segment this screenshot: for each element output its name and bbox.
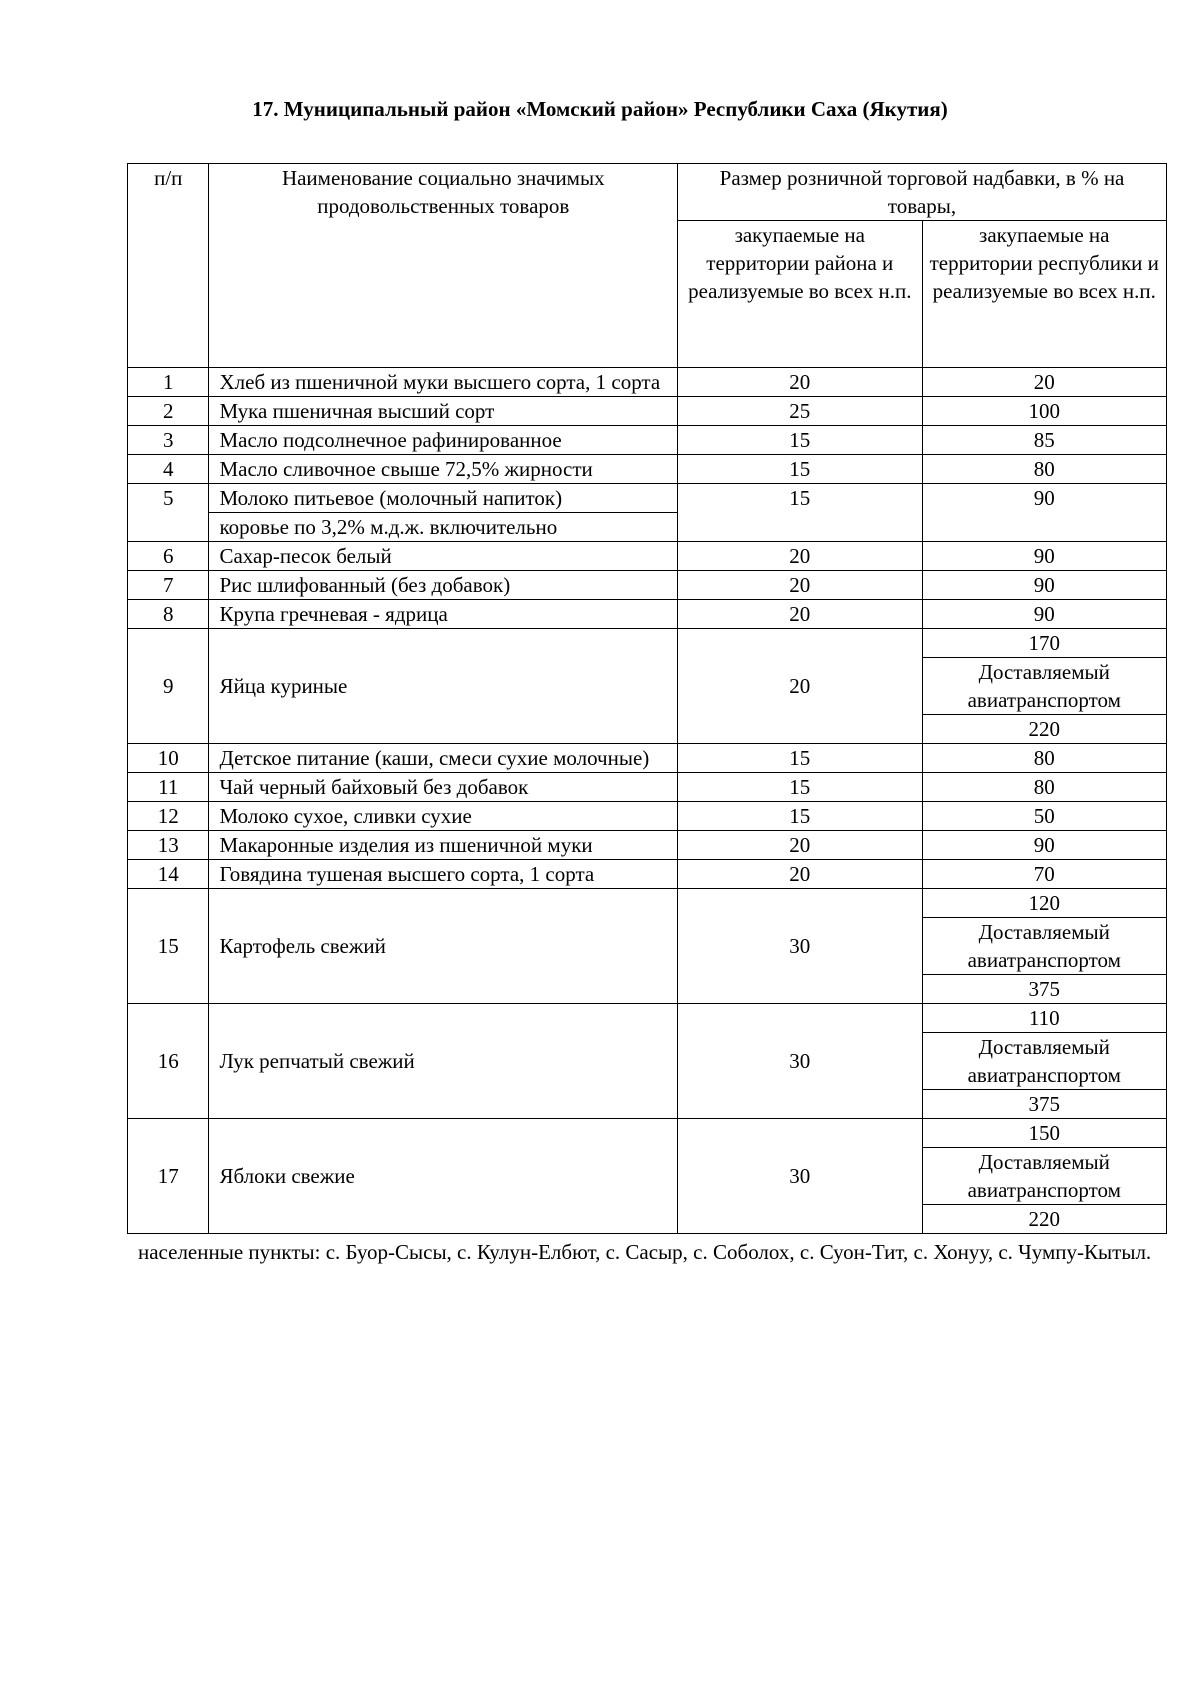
row-product-name: Масло сливочное свыше 72,5% жирности xyxy=(209,455,678,484)
row-number: 3 xyxy=(128,426,209,455)
row-air-delivery-label: Доставляемый авиатранспортом xyxy=(922,918,1166,975)
row-republic-markup: 90 xyxy=(922,571,1166,600)
row-product-name: Сахар-песок белый xyxy=(209,542,678,571)
row-local-markup: 15 xyxy=(678,744,922,773)
table-row xyxy=(128,542,1167,571)
table-row xyxy=(128,368,1167,397)
row-product-name: Картофель свежий xyxy=(209,889,678,1004)
row-product-name: Яблоки свежие xyxy=(209,1119,678,1234)
row-number: 4 xyxy=(128,455,209,484)
row-air-delivery-label: Доставляемый авиатранспортом xyxy=(922,1148,1166,1205)
row-air-delivery-markup: 375 xyxy=(922,1090,1166,1119)
row-product-name: Лук репчатый свежий xyxy=(209,1004,678,1119)
row-local-markup: 30 xyxy=(678,1119,922,1234)
row-number: 13 xyxy=(128,831,209,860)
row-local-markup: 20 xyxy=(678,368,922,397)
row-product-name-continued: коровье по 3,2% м.д.ж. включительно xyxy=(209,513,678,542)
row-number: 8 xyxy=(128,600,209,629)
row-local-markup: 20 xyxy=(678,542,922,571)
header-local: закупаемые на территории района и реализуемые во всех н.п. xyxy=(678,221,922,368)
row-republic-markup: 120 xyxy=(922,889,1166,918)
row-product-name: Рис шлифованный (без добавок) xyxy=(209,571,678,600)
row-local-markup: 20 xyxy=(678,831,922,860)
row-air-delivery-markup: 375 xyxy=(922,975,1166,1004)
row-republic-markup: 80 xyxy=(922,455,1166,484)
row-local-markup: 15 xyxy=(678,773,922,802)
row-number: 7 xyxy=(128,571,209,600)
row-republic-markup: 20 xyxy=(922,368,1166,397)
header-num: п/п xyxy=(128,164,209,368)
row-number: 12 xyxy=(128,802,209,831)
row-product-name: Молоко питьевое (молочный напиток) xyxy=(209,484,678,513)
row-local-markup: 15 xyxy=(678,426,922,455)
row-local-markup: 15 xyxy=(678,455,922,484)
table-row xyxy=(128,831,1167,860)
row-local-markup: 15 xyxy=(678,484,922,542)
row-air-delivery-label: Доставляемый авиатранспортом xyxy=(922,658,1166,715)
row-product-name: Яйца куриные xyxy=(209,629,678,744)
table-row xyxy=(128,802,1167,831)
row-product-name: Говядина тушеная высшего сорта, 1 сорта xyxy=(209,860,678,889)
row-republic-markup: 85 xyxy=(922,426,1166,455)
markup-table xyxy=(127,163,1167,1234)
row-product-name: Чай черный байховый без добавок xyxy=(209,773,678,802)
row-product-name: Макаронные изделия из пшеничной муки xyxy=(209,831,678,860)
row-product-name: Мука пшеничная высший сорт xyxy=(209,397,678,426)
row-number: 10 xyxy=(128,744,209,773)
table-row xyxy=(128,889,1167,918)
row-local-markup: 25 xyxy=(678,397,922,426)
row-product-name: Крупа гречневая - ядрица xyxy=(209,600,678,629)
row-number: 2 xyxy=(128,397,209,426)
row-local-markup: 20 xyxy=(678,600,922,629)
row-republic-markup: 80 xyxy=(922,744,1166,773)
row-number: 1 xyxy=(128,368,209,397)
row-number: 5 xyxy=(128,484,209,542)
row-air-delivery-label: Доставляемый авиатранспортом xyxy=(922,1033,1166,1090)
header-republic: закупаемые на территории республики и реализуемые во всех н.п. xyxy=(922,221,1166,368)
row-republic-markup: 70 xyxy=(922,860,1166,889)
row-number: 14 xyxy=(128,860,209,889)
footnote: населенные пункты: с. Буор-Сысы, с. Кулун-Елбют, с. Сасыр, с. Соболох, с. Суон-Тит, с. Хонуу, с. Чумпу-Кытыл. xyxy=(138,1240,1152,1264)
markup-table-body xyxy=(128,164,1167,1234)
row-republic-markup: 100 xyxy=(922,397,1166,426)
row-local-markup: 30 xyxy=(678,1004,922,1119)
row-republic-markup: 110 xyxy=(922,1004,1166,1033)
page-title: 17. Муниципальный район «Момский район» Республики Саха (Якутия) xyxy=(252,97,948,121)
row-local-markup: 20 xyxy=(678,860,922,889)
header-group: Размер розничной торговой надбавки, в % на товары, xyxy=(678,164,1167,221)
table-row xyxy=(128,773,1167,802)
row-number: 17 xyxy=(128,1119,209,1234)
row-local-markup: 30 xyxy=(678,889,922,1004)
table-row xyxy=(128,571,1167,600)
row-product-name: Хлеб из пшеничной муки высшего сорта, 1 сорта xyxy=(209,368,678,397)
row-republic-markup: 80 xyxy=(922,773,1166,802)
row-number: 6 xyxy=(128,542,209,571)
row-local-markup: 20 xyxy=(678,629,922,744)
row-republic-markup: 170 xyxy=(922,629,1166,658)
table-row xyxy=(128,600,1167,629)
row-republic-markup: 90 xyxy=(922,484,1166,542)
table-row xyxy=(128,484,1167,513)
row-product-name: Детское питание (каши, смеси сухие молочные) xyxy=(209,744,678,773)
row-air-delivery-markup: 220 xyxy=(922,715,1166,744)
row-product-name: Масло подсолнечное рафинированное xyxy=(209,426,678,455)
row-republic-markup: 150 xyxy=(922,1119,1166,1148)
table-row xyxy=(128,1004,1167,1033)
table-row xyxy=(128,1119,1167,1148)
row-product-name: Молоко сухое, сливки сухие xyxy=(209,802,678,831)
table-row xyxy=(128,860,1167,889)
table-row xyxy=(128,455,1167,484)
row-republic-markup: 90 xyxy=(922,542,1166,571)
row-local-markup: 15 xyxy=(678,802,922,831)
table-row xyxy=(128,426,1167,455)
header-name: Наименование социально значимых продовольственных товаров xyxy=(209,164,678,368)
row-number: 15 xyxy=(128,889,209,1004)
row-number: 9 xyxy=(128,629,209,744)
row-number: 16 xyxy=(128,1004,209,1119)
row-republic-markup: 50 xyxy=(922,802,1166,831)
table-row xyxy=(128,744,1167,773)
header-row xyxy=(128,164,1167,221)
row-local-markup: 20 xyxy=(678,571,922,600)
table-row xyxy=(128,397,1167,426)
row-republic-markup: 90 xyxy=(922,831,1166,860)
table-row xyxy=(128,629,1167,658)
row-republic-markup: 90 xyxy=(922,600,1166,629)
row-air-delivery-markup: 220 xyxy=(922,1205,1166,1234)
row-number: 11 xyxy=(128,773,209,802)
